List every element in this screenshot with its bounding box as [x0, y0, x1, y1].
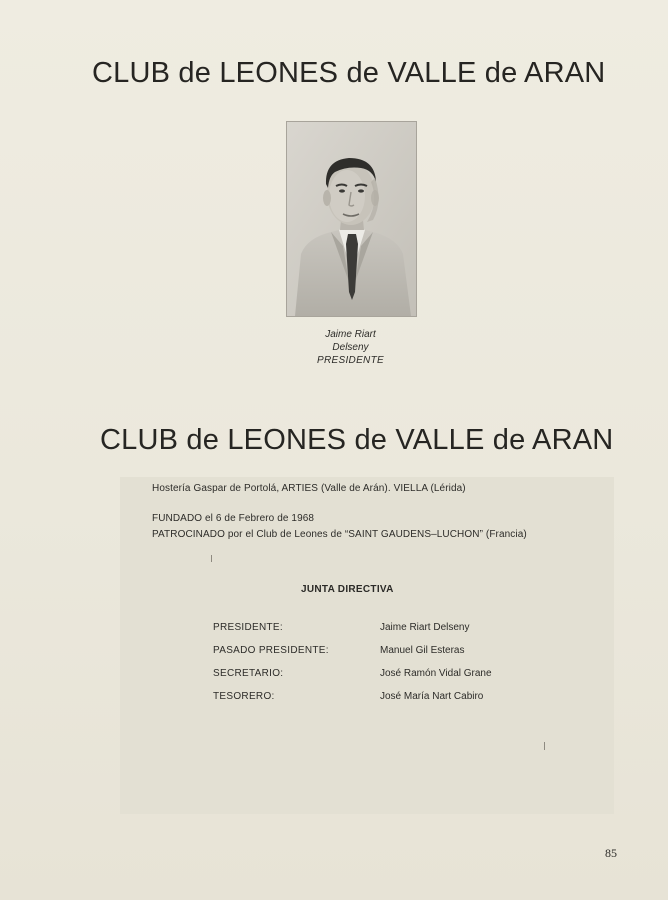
caption-role: PRESIDENTE	[317, 355, 384, 366]
portrait-image	[287, 122, 416, 316]
club-address: Hostería Gaspar de Portolá, ARTIES (Valle de Arán). VIELLA (Lérida)	[152, 483, 466, 494]
portrait-caption	[286, 328, 415, 367]
board-position: TESORERO:	[213, 691, 275, 702]
board-row	[213, 622, 593, 636]
board-position: PRESIDENTE:	[213, 622, 283, 633]
board-heading: JUNTA DIRECTIVA	[301, 584, 394, 595]
board-member-name: José María Nart Cabiro	[380, 691, 484, 702]
club-title: CLUB de LEONES de VALLE de ARAN	[100, 424, 614, 456]
page-number: 85	[605, 846, 617, 860]
board-row	[213, 668, 593, 682]
board-position: SECRETARIO:	[213, 668, 284, 679]
print-speck	[544, 742, 545, 750]
caption-name-line2: Delseny	[332, 342, 369, 353]
page-title: CLUB de LEONES de VALLE de ARAN	[92, 57, 606, 89]
board-member-name: Manuel Gil Esteras	[380, 645, 465, 656]
club-founded: FUNDADO el 6 de Febrero de 1968	[152, 513, 315, 524]
print-speck	[211, 555, 212, 562]
board-member-name: Jaime Riart Delseny	[380, 622, 470, 633]
club-sponsor: PATROCINADO por el Club de Leones de “SAINT GAUDENS–LUCHON” (Francia)	[152, 529, 527, 540]
board-position: PASADO PRESIDENTE:	[213, 645, 329, 656]
board-row	[213, 691, 593, 705]
board-member-name: José Ramón Vidal Grane	[380, 668, 492, 679]
caption-name-line1: Jaime Riart	[325, 329, 376, 340]
board-row	[213, 645, 593, 659]
president-portrait-photo	[286, 121, 417, 317]
